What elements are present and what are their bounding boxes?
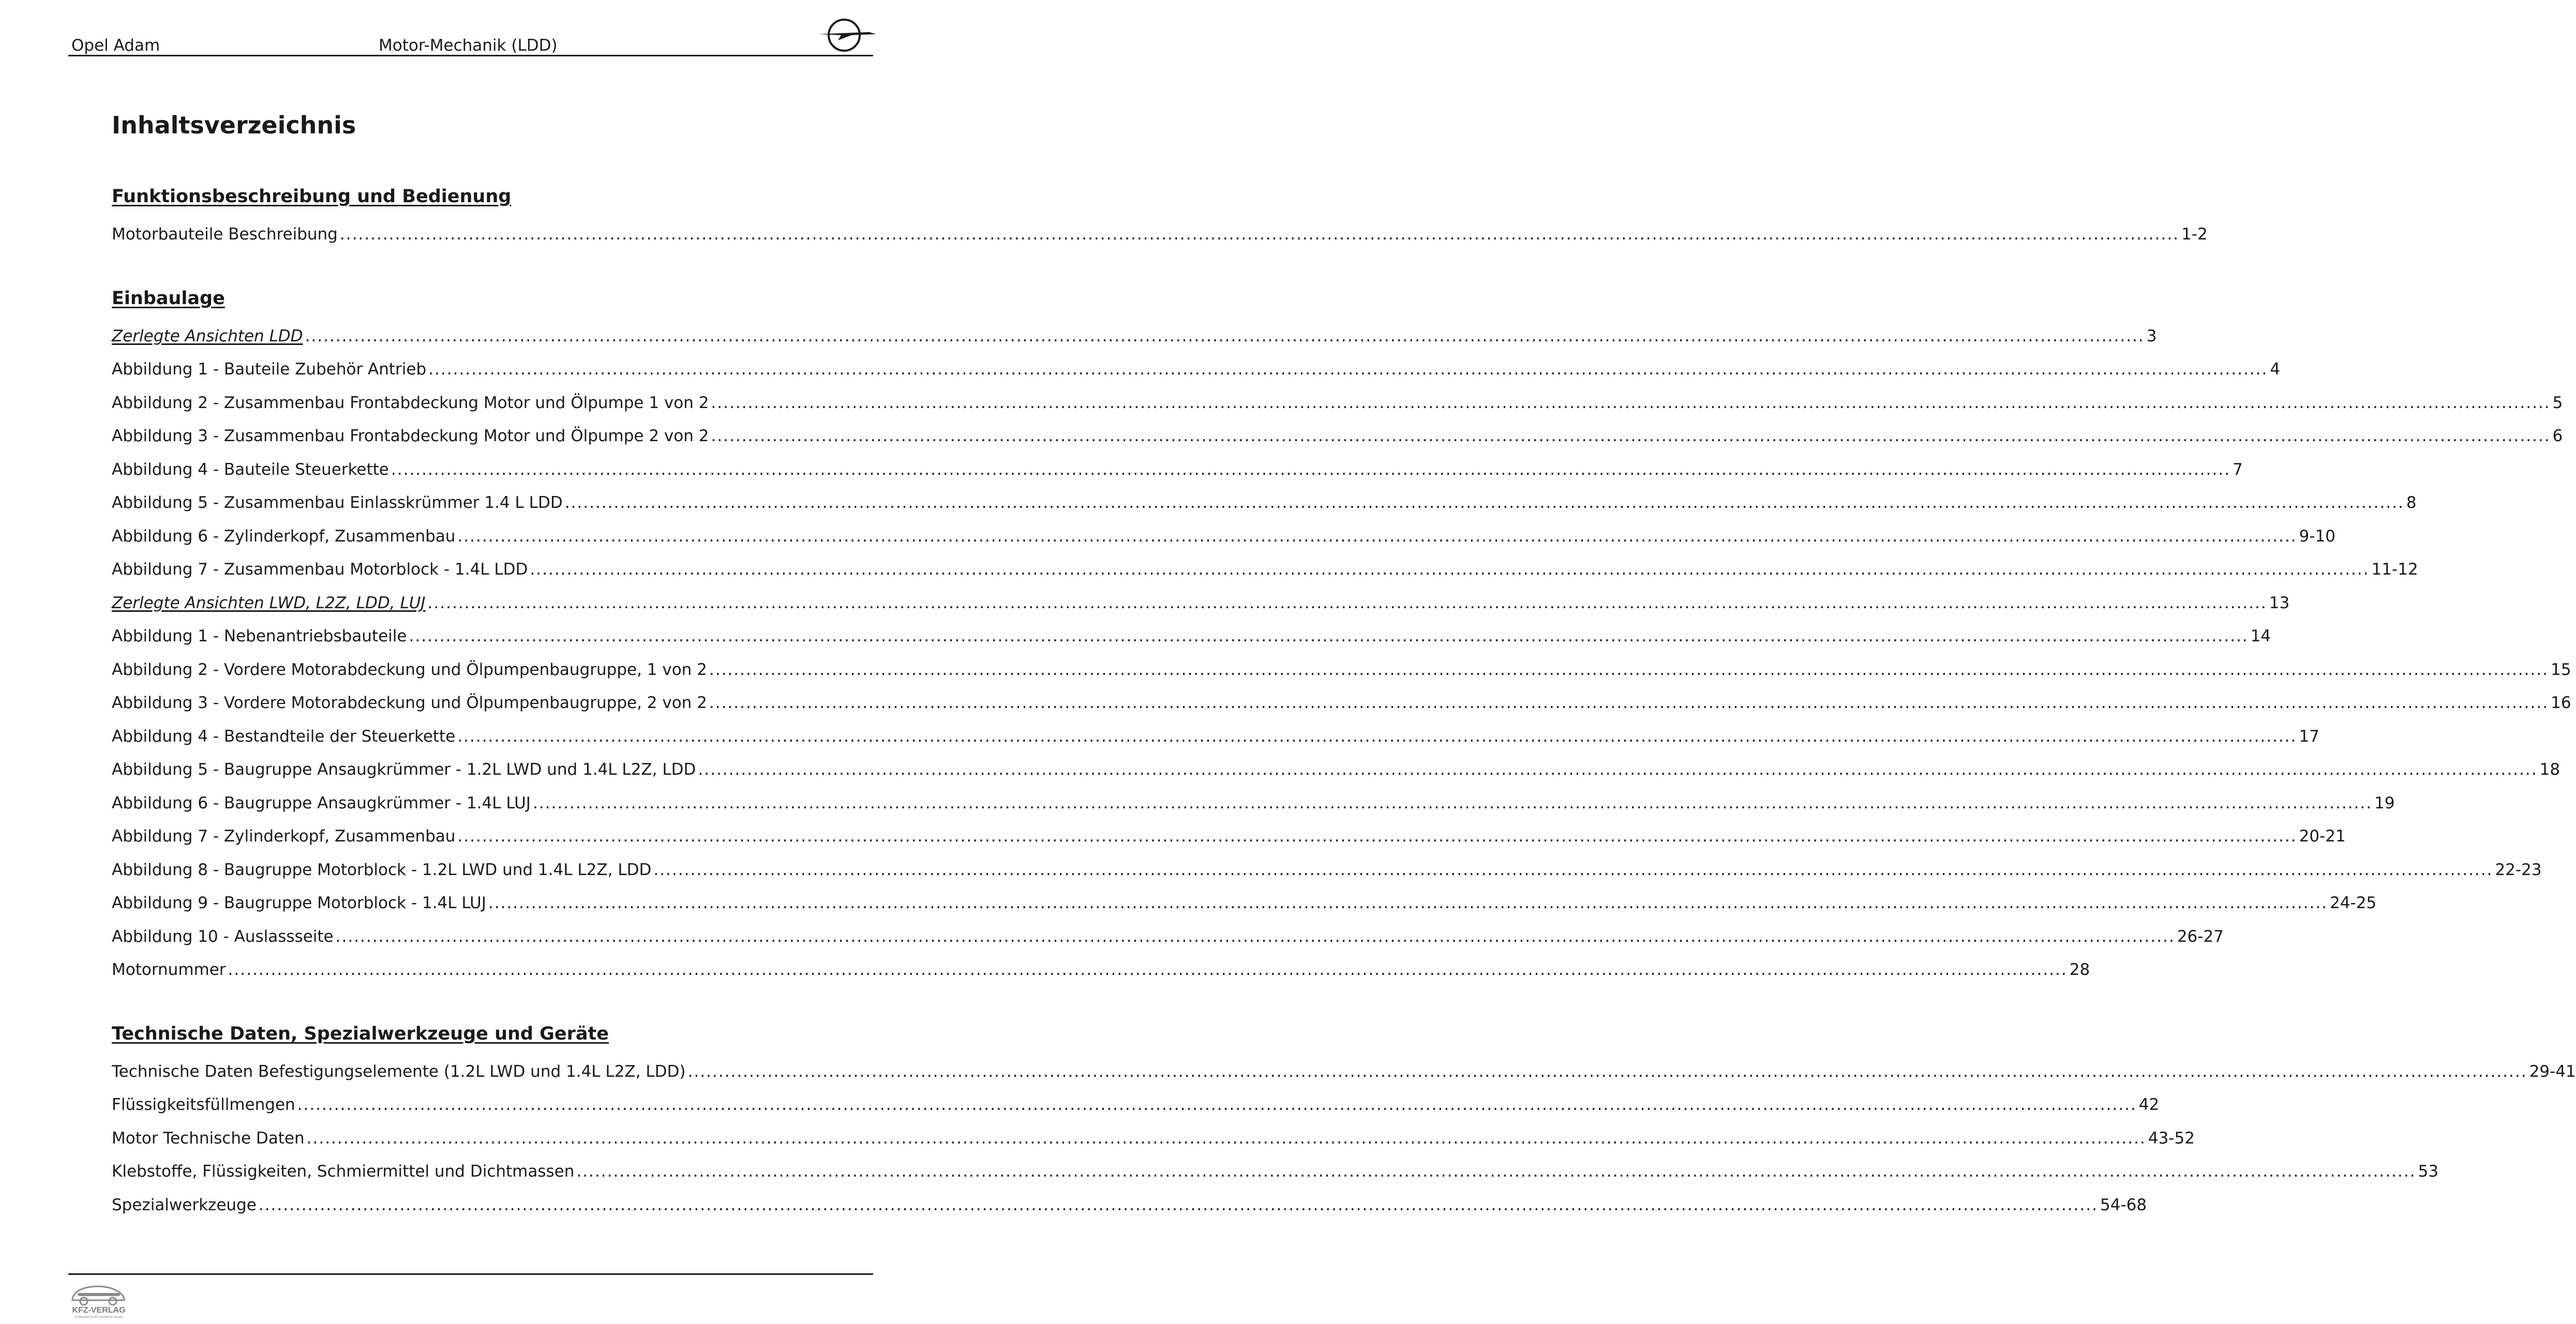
toc-entry-page: 13	[2269, 594, 2290, 612]
footer-rule	[68, 1273, 873, 1275]
toc-entry-page: 6	[2552, 427, 2563, 445]
toc-leader: ............................................................................................................................................................................................................................................................................................................	[457, 527, 2297, 546]
toc-leader: ............................................................................................................................................................................................................................................................................................................	[564, 493, 2404, 512]
toc-leader: ............................................................................................................................................................................................................................................................................................................	[427, 594, 2267, 612]
toc-entry[interactable]	[112, 556, 2418, 579]
toc-entry-text: Abbildung 2 - Zusammenbau Frontabdeckung Motor und Ölpumpe 1 von 2	[112, 394, 709, 412]
toc-entry-page: 19	[2374, 794, 2395, 813]
toc-leader: ............................................................................................................................................................................................................................................................................................................	[709, 694, 2549, 712]
svg-text:Ihr Spezialist für KFZ-spezifi: Ihr Spezialist für KFZ-spezifische Literatur	[74, 1316, 123, 1319]
toc-entry-text: Abbildung 3 - Vordere Motorabdeckung und Ölpumpenbaugruppe, 2 von 2	[112, 694, 707, 712]
toc-entry-text: Technische Daten Befestigungselemente (1.2L LWD und 1.4L L2Z, LDD)	[112, 1062, 686, 1081]
toc-entry-page: 15	[2551, 660, 2571, 679]
section-heading-technische-daten: Technische Daten, Spezialwerkzeuge und Geräte	[112, 1024, 609, 1044]
toc-entry-text: Abbildung 4 - Bestandteile der Steuerkette	[112, 727, 456, 746]
toc-leader: ............................................................................................................................................................................................................................................................................................................	[711, 394, 2551, 412]
toc-entry-page: 4	[2270, 360, 2281, 379]
header-manual-title: Motor-Mechanik (LDD)	[379, 36, 558, 55]
toc-entry[interactable]	[112, 890, 2377, 912]
toc-entry-text: Abbildung 6 - Zylinderkopf, Zusammenbau	[112, 527, 456, 546]
page-title: Inhaltsverzeichnis	[112, 111, 356, 139]
toc-entry-text: Spezialwerkzeuge	[112, 1196, 257, 1214]
toc-leader: ............................................................................................................................................................................................................................................................................................................	[258, 1196, 2098, 1214]
toc-leader: ............................................................................................................................................................................................................................................................................................................	[687, 1062, 2527, 1081]
toc-leader: ............................................................................................................................................................................................................................................................................................................	[409, 627, 2249, 645]
toc-leader: ............................................................................................................................................................................................................................................................................................................	[653, 861, 2493, 879]
toc-leader: ............................................................................................................................................................................................................................................................................................................	[428, 360, 2268, 379]
toc-entry-page: 14	[2250, 627, 2271, 645]
toc-entry-text: Abbildung 7 - Zylinderkopf, Zusammenbau	[112, 827, 456, 846]
toc-entry-text: Zerlegte Ansichten LWD, L2Z, LDD, LUJ	[112, 594, 426, 612]
toc-entry-text: Klebstoffe, Flüssigkeiten, Schmiermittel und Dichtmassen	[112, 1162, 575, 1181]
toc-leader: ............................................................................................................................................................................................................................................................................................................	[228, 960, 2068, 979]
opel-logo-icon	[817, 16, 877, 55]
toc-entry-text: Abbildung 2 - Vordere Motorabdeckung und Ölpumpenbaugruppe, 1 von 2	[112, 660, 707, 679]
toc-entry[interactable]	[112, 1058, 2576, 1081]
toc-entry[interactable]	[112, 790, 2395, 813]
toc-entry[interactable]	[112, 523, 2336, 546]
toc-entry[interactable]	[112, 823, 2346, 846]
toc-entry-page: 9-10	[2299, 527, 2336, 546]
toc-entry-page: 24-25	[2330, 894, 2377, 912]
toc-leader: ............................................................................................................................................................................................................................................................................................................	[532, 794, 2373, 813]
toc-leader: ............................................................................................................................................................................................................................................................................................................	[576, 1162, 2416, 1181]
toc-entry-text: Abbildung 3 - Zusammenbau Frontabdeckung Motor und Ölpumpe 2 von 2	[112, 427, 709, 445]
toc-entry-page: 11-12	[2371, 560, 2418, 579]
svg-text:KFZ-VERLAG: KFZ-VERLAG	[72, 1306, 126, 1315]
toc-entry-text: Flüssigkeitsfüllmengen	[112, 1095, 295, 1114]
toc-entry[interactable]	[112, 856, 2542, 879]
toc-entry-text: Motorbauteile Beschreibung	[112, 225, 338, 244]
toc-entry-text: Abbildung 8 - Baugruppe Motorblock - 1.2L LWD und 1.4L L2Z, LDD	[112, 861, 652, 879]
page-header	[68, 16, 873, 56]
toc-entry-page: 28	[2069, 960, 2090, 979]
toc-entry[interactable]	[112, 590, 2290, 612]
toc-entry-text: Zerlegte Ansichten LDD	[112, 327, 303, 345]
toc-entry-page: 1-2	[2181, 225, 2208, 244]
toc-entry-text: Motor Technische Daten	[112, 1129, 305, 1148]
toc-entry-text: Motornummer	[112, 960, 226, 979]
toc-entry[interactable]	[112, 221, 2208, 244]
toc-leader: ............................................................................................................................................................................................................................................................................................................	[339, 225, 2180, 244]
toc-leader: ............................................................................................................................................................................................................................................................................................................	[530, 560, 2370, 579]
toc-leader: ............................................................................................................................................................................................................................................................................................................	[709, 660, 2549, 679]
toc-entry-page: 43-52	[2148, 1129, 2195, 1148]
toc-entry-page: 54-68	[2100, 1196, 2147, 1214]
header-vehicle: Opel Adam	[71, 36, 160, 55]
toc-entry-text: Abbildung 7 - Zusammenbau Motorblock - 1.4L LDD	[112, 560, 528, 579]
toc-leader: ............................................................................................................................................................................................................................................................................................................	[457, 727, 2297, 746]
toc-leader: ............................................................................................................................................................................................................................................................................................................	[335, 927, 2175, 946]
toc-entry[interactable]	[112, 723, 2319, 746]
kfz-verlag-logo-icon	[66, 1277, 131, 1320]
toc-entry[interactable]	[112, 389, 2563, 412]
toc-entry-page: 53	[2418, 1162, 2439, 1181]
toc-entry[interactable]	[112, 323, 2157, 345]
toc-entry[interactable]	[112, 923, 2224, 946]
toc-entry-text: Abbildung 5 - Baugruppe Ansaugkrümmer - 1.2L LWD und 1.4L L2Z, LDD	[112, 760, 696, 779]
toc-entry[interactable]	[112, 356, 2281, 379]
section-heading-funktion: Funktionsbeschreibung und Bedienung	[112, 186, 512, 207]
toc-entry[interactable]	[112, 489, 2417, 512]
toc-entry-page: 42	[2138, 1095, 2160, 1114]
toc-entry-text: Abbildung 1 - Bauteile Zubehör Antrieb	[112, 360, 427, 379]
toc-entry-page: 8	[2406, 493, 2417, 512]
toc-entry[interactable]	[112, 656, 2571, 679]
toc-entry[interactable]	[112, 956, 2090, 979]
toc-entry-page: 22-23	[2495, 861, 2542, 879]
toc-entry[interactable]	[112, 1192, 2147, 1214]
toc-entry[interactable]	[112, 756, 2560, 779]
toc-entry[interactable]	[112, 456, 2243, 479]
toc-entry-page: 5	[2552, 394, 2563, 412]
toc-leader: ............................................................................................................................................................................................................................................................................................................	[488, 894, 2328, 912]
toc-leader: ............................................................................................................................................................................................................................................................................................................	[711, 427, 2551, 445]
toc-entry[interactable]	[112, 1125, 2195, 1148]
toc-entry-text: Abbildung 10 - Auslassseite	[112, 927, 334, 946]
toc-entry-page: 20-21	[2299, 827, 2346, 846]
toc-entry-text: Abbildung 9 - Baugruppe Motorblock - 1.4L LUJ	[112, 894, 486, 912]
toc-entry[interactable]	[112, 689, 2571, 712]
toc-entry-page: 3	[2146, 327, 2157, 345]
toc-entry-page: 29-41	[2529, 1062, 2576, 1081]
toc-entry-page: 26-27	[2177, 927, 2224, 946]
toc-leader: ............................................................................................................................................................................................................................................................................................................	[457, 827, 2297, 846]
toc-leader: ............................................................................................................................................................................................................................................................................................................	[698, 760, 2538, 779]
toc-entry[interactable]	[112, 1091, 2160, 1114]
toc-entry[interactable]	[112, 423, 2563, 445]
toc-entry-page: 18	[2539, 760, 2560, 779]
toc-leader: ............................................................................................................................................................................................................................................................................................................	[297, 1095, 2137, 1114]
toc-entry[interactable]	[112, 623, 2271, 645]
toc-entry-text: Abbildung 6 - Baugruppe Ansaugkrümmer - 1.4L LUJ	[112, 794, 531, 813]
toc-entry-page: 17	[2299, 727, 2319, 746]
toc-entry[interactable]	[112, 1158, 2439, 1181]
toc-entry-text: Abbildung 5 - Zusammenbau Einlasskrümmer 1.4 L LDD	[112, 493, 563, 512]
toc-leader: ............................................................................................................................................................................................................................................................................................................	[391, 460, 2231, 479]
section-heading-einbaulage: Einbaulage	[112, 288, 225, 309]
toc-entry-text: Abbildung 4 - Bauteile Steuerkette	[112, 460, 389, 479]
toc-entry-page: 7	[2233, 460, 2243, 479]
toc-leader: ............................................................................................................................................................................................................................................................................................................	[306, 1129, 2146, 1148]
toc-entry-text: Abbildung 1 - Nebenantriebsbauteile	[112, 627, 407, 645]
toc-entry-page: 16	[2551, 694, 2571, 712]
toc-leader: ............................................................................................................................................................................................................................................................................................................	[305, 327, 2145, 345]
